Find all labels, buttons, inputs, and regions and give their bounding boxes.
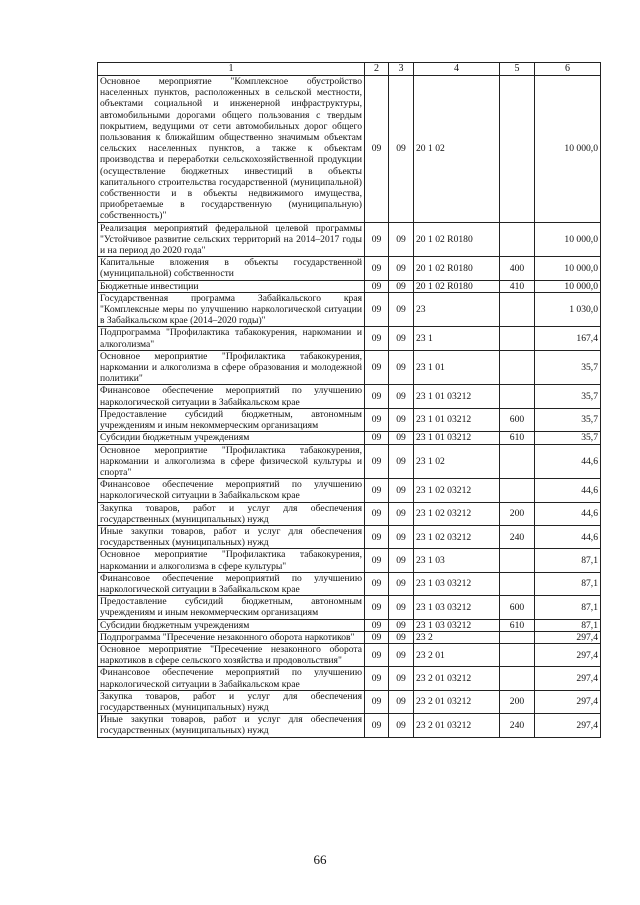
row-section-cell: 09 bbox=[365, 549, 389, 572]
row-section-cell: 09 bbox=[365, 502, 389, 525]
row-section-cell: 09 bbox=[365, 619, 389, 631]
table-row bbox=[98, 619, 601, 631]
row-subsection-cell: 09 bbox=[389, 667, 414, 690]
row-subsection-cell: 09 bbox=[389, 502, 414, 525]
row-section-cell: 09 bbox=[365, 385, 389, 408]
row-name-cell: Основное мероприятие "Комплексное обустройство населенных пунктов, расположенных в сельской местности, объектами социальной и инженерной инфраструктуры, автомобильными дорогами общего пользования с твердым покрытием, ведущими от сети автомобильных дорог общего пользования к ближайшим общественно значимым объектам сельских населенных пунктов, а также к объектам производства и переработки сельскохозяйственной продукции (осуществление бюджетных инвестиций в объекты капитального строительства государственной (муниципальной) собственности и в объекты недвижимого имущества, приобретаемые в государственную (муниципальную) собственность)" bbox=[98, 76, 365, 223]
table-row bbox=[98, 444, 601, 479]
row-target-code-cell: 23 1 01 03212 bbox=[414, 385, 500, 408]
row-expense-type-cell: 240 bbox=[500, 714, 535, 737]
table-row bbox=[98, 525, 601, 548]
row-target-code-cell: 23 1 02 03212 bbox=[414, 502, 500, 525]
row-subsection-cell: 09 bbox=[389, 643, 414, 666]
row-amount-cell: 44,6 bbox=[535, 479, 601, 502]
row-section-cell: 09 bbox=[365, 444, 389, 479]
row-expense-type-cell: 240 bbox=[500, 525, 535, 548]
row-amount-cell: 87,1 bbox=[535, 549, 601, 572]
row-expense-type-cell: 410 bbox=[500, 280, 535, 292]
row-target-code-cell: 23 bbox=[414, 292, 500, 327]
row-name-cell: Основное мероприятие "Профилактика табакокурения, наркомании и алкоголизма в сфере образования и молодежной политики" bbox=[98, 350, 365, 385]
row-expense-type-cell bbox=[500, 327, 535, 350]
row-subsection-cell: 09 bbox=[389, 280, 414, 292]
row-name-cell: Предоставление субсидий бюджетным, автономным учреждениям и иным некоммерческим организациям bbox=[98, 596, 365, 619]
table-row bbox=[98, 327, 601, 350]
row-subsection-cell: 09 bbox=[389, 714, 414, 737]
table-row bbox=[98, 76, 601, 223]
row-amount-cell: 167,4 bbox=[535, 327, 601, 350]
row-target-code-cell: 23 1 03 03212 bbox=[414, 596, 500, 619]
row-expense-type-cell bbox=[500, 222, 535, 257]
table-row bbox=[98, 502, 601, 525]
row-subsection-cell: 09 bbox=[389, 444, 414, 479]
row-name-cell: Подпрограмма "Профилактика табакокурения, наркомании и алкоголизма" bbox=[98, 327, 365, 350]
row-expense-type-cell: 200 bbox=[500, 690, 535, 713]
row-amount-cell: 87,1 bbox=[535, 572, 601, 595]
row-amount-cell: 87,1 bbox=[535, 596, 601, 619]
row-expense-type-cell bbox=[500, 631, 535, 643]
row-subsection-cell: 09 bbox=[389, 619, 414, 631]
column-header: 4 bbox=[414, 63, 500, 76]
row-name-cell: Подпрограмма "Пресечение незаконного оборота наркотиков" bbox=[98, 631, 365, 643]
row-expense-type-cell bbox=[500, 350, 535, 385]
row-amount-cell: 10 000,0 bbox=[535, 222, 601, 257]
row-target-code-cell: 23 1 01 bbox=[414, 350, 500, 385]
row-amount-cell: 35,7 bbox=[535, 385, 601, 408]
row-subsection-cell: 09 bbox=[389, 432, 414, 444]
row-expense-type-cell: 200 bbox=[500, 502, 535, 525]
table-row bbox=[98, 222, 601, 257]
row-target-code-cell: 23 2 01 03212 bbox=[414, 714, 500, 737]
column-header: 3 bbox=[389, 63, 414, 76]
table-row bbox=[98, 292, 601, 327]
column-header: 5 bbox=[500, 63, 535, 76]
row-subsection-cell: 09 bbox=[389, 549, 414, 572]
table-row bbox=[98, 714, 601, 737]
row-subsection-cell: 09 bbox=[389, 572, 414, 595]
row-expense-type-cell: 610 bbox=[500, 432, 535, 444]
column-header: 2 bbox=[365, 63, 389, 76]
row-expense-type-cell: 400 bbox=[500, 257, 535, 280]
row-subsection-cell: 09 bbox=[389, 350, 414, 385]
row-expense-type-cell: 610 bbox=[500, 619, 535, 631]
row-name-cell: Основное мероприятие "Профилактика табакокурения, наркомании и алкоголизма в сфере физической культуры и спорта" bbox=[98, 444, 365, 479]
row-name-cell: Реализация мероприятий федеральной целевой программы "Устойчивое развитие сельских территорий на 2014–2017 годы и на период до 2020 года" bbox=[98, 222, 365, 257]
row-subsection-cell: 09 bbox=[389, 257, 414, 280]
row-name-cell: Иные закупки товаров, работ и услуг для обеспечения государственных (муниципальных) нужд bbox=[98, 525, 365, 548]
column-header: 1 bbox=[98, 63, 365, 76]
row-target-code-cell: 23 1 03 bbox=[414, 549, 500, 572]
row-expense-type-cell bbox=[500, 667, 535, 690]
row-name-cell: Капитальные вложения в объекты государственной (муниципальной) собственности bbox=[98, 257, 365, 280]
table-row bbox=[98, 643, 601, 666]
row-amount-cell: 44,6 bbox=[535, 502, 601, 525]
row-name-cell: Иные закупки товаров, работ и услуг для обеспечения государственных (муниципальных) нужд bbox=[98, 714, 365, 737]
row-name-cell: Финансовое обеспечение мероприятий по улучшению наркологической ситуации в Забайкальском крае bbox=[98, 479, 365, 502]
table-row bbox=[98, 385, 601, 408]
row-amount-cell: 297,4 bbox=[535, 690, 601, 713]
row-amount-cell: 297,4 bbox=[535, 667, 601, 690]
row-subsection-cell: 09 bbox=[389, 327, 414, 350]
table-body bbox=[98, 76, 601, 738]
table-row bbox=[98, 596, 601, 619]
row-target-code-cell: 20 1 02 R0180 bbox=[414, 222, 500, 257]
row-section-cell: 09 bbox=[365, 572, 389, 595]
row-subsection-cell: 09 bbox=[389, 408, 414, 431]
page-number: 66 bbox=[313, 852, 327, 867]
table-row bbox=[98, 408, 601, 431]
row-amount-cell: 35,7 bbox=[535, 350, 601, 385]
row-section-cell: 09 bbox=[365, 222, 389, 257]
row-name-cell: Основное мероприятие "Пресечение незаконного оборота наркотиков в сфере сельского хозяйства и продовольствия" bbox=[98, 643, 365, 666]
row-amount-cell: 10 000,0 bbox=[535, 257, 601, 280]
table-row bbox=[98, 667, 601, 690]
row-amount-cell: 297,4 bbox=[535, 631, 601, 643]
row-amount-cell: 297,4 bbox=[535, 714, 601, 737]
row-name-cell: Закупка товаров, работ и услуг для обеспечения государственных (муниципальных) нужд bbox=[98, 502, 365, 525]
row-target-code-cell: 23 2 01 03212 bbox=[414, 690, 500, 713]
row-expense-type-cell bbox=[500, 572, 535, 595]
row-amount-cell: 44,6 bbox=[535, 444, 601, 479]
table-row bbox=[98, 549, 601, 572]
row-section-cell: 09 bbox=[365, 408, 389, 431]
row-expense-type-cell: 600 bbox=[500, 408, 535, 431]
table-row bbox=[98, 432, 601, 444]
row-section-cell: 09 bbox=[365, 327, 389, 350]
row-name-cell: Финансовое обеспечение мероприятий по улучшению наркологической ситуации в Забайкальском крае bbox=[98, 385, 365, 408]
row-section-cell: 09 bbox=[365, 596, 389, 619]
row-expense-type-cell: 600 bbox=[500, 596, 535, 619]
row-subsection-cell: 09 bbox=[389, 525, 414, 548]
row-name-cell: Закупка товаров, работ и услуг для обеспечения государственных (муниципальных) нужд bbox=[98, 690, 365, 713]
table-row bbox=[98, 350, 601, 385]
row-section-cell: 09 bbox=[365, 525, 389, 548]
row-target-code-cell: 23 2 01 bbox=[414, 643, 500, 666]
budget-table bbox=[97, 62, 601, 738]
row-section-cell: 09 bbox=[365, 479, 389, 502]
row-target-code-cell: 23 1 03 03212 bbox=[414, 572, 500, 595]
row-section-cell: 09 bbox=[365, 280, 389, 292]
row-name-cell: Финансовое обеспечение мероприятий по улучшению наркологической ситуации в Забайкальском крае bbox=[98, 667, 365, 690]
row-section-cell: 09 bbox=[365, 432, 389, 444]
row-amount-cell: 1 030,0 bbox=[535, 292, 601, 327]
row-expense-type-cell bbox=[500, 549, 535, 572]
row-subsection-cell: 09 bbox=[389, 385, 414, 408]
row-expense-type-cell bbox=[500, 444, 535, 479]
row-subsection-cell: 09 bbox=[389, 596, 414, 619]
column-header: 6 bbox=[535, 63, 601, 76]
row-subsection-cell: 09 bbox=[389, 479, 414, 502]
row-expense-type-cell bbox=[500, 643, 535, 666]
row-section-cell: 09 bbox=[365, 292, 389, 327]
table-row bbox=[98, 572, 601, 595]
row-target-code-cell: 23 2 bbox=[414, 631, 500, 643]
row-expense-type-cell bbox=[500, 385, 535, 408]
row-section-cell: 09 bbox=[365, 667, 389, 690]
row-subsection-cell: 09 bbox=[389, 690, 414, 713]
row-amount-cell: 35,7 bbox=[535, 408, 601, 431]
row-section-cell: 09 bbox=[365, 643, 389, 666]
row-section-cell: 09 bbox=[365, 257, 389, 280]
row-target-code-cell: 23 1 02 03212 bbox=[414, 525, 500, 548]
row-target-code-cell: 20 1 02 bbox=[414, 76, 500, 223]
row-name-cell: Бюджетные инвестиции bbox=[98, 280, 365, 292]
row-subsection-cell: 09 bbox=[389, 222, 414, 257]
row-target-code-cell: 23 1 02 bbox=[414, 444, 500, 479]
row-target-code-cell: 23 2 01 03212 bbox=[414, 667, 500, 690]
row-name-cell: Основное мероприятие "Профилактика табакокурения, наркомании и алкоголизма в сфере культуры" bbox=[98, 549, 365, 572]
table-row bbox=[98, 631, 601, 643]
row-name-cell: Субсидии бюджетным учреждениям bbox=[98, 432, 365, 444]
row-amount-cell: 297,4 bbox=[535, 643, 601, 666]
row-subsection-cell: 09 bbox=[389, 76, 414, 223]
row-subsection-cell: 09 bbox=[389, 631, 414, 643]
row-subsection-cell: 09 bbox=[389, 292, 414, 327]
row-target-code-cell: 20 1 02 R0180 bbox=[414, 257, 500, 280]
table-header-row bbox=[98, 63, 601, 76]
row-target-code-cell: 23 1 03 03212 bbox=[414, 619, 500, 631]
row-target-code-cell: 20 1 02 R0180 bbox=[414, 280, 500, 292]
table-row bbox=[98, 479, 601, 502]
row-section-cell: 09 bbox=[365, 690, 389, 713]
row-target-code-cell: 23 1 01 03212 bbox=[414, 432, 500, 444]
row-section-cell: 09 bbox=[365, 76, 389, 223]
row-amount-cell: 35,7 bbox=[535, 432, 601, 444]
row-section-cell: 09 bbox=[365, 714, 389, 737]
row-expense-type-cell bbox=[500, 76, 535, 223]
row-section-cell: 09 bbox=[365, 631, 389, 643]
row-name-cell: Государственная программа Забайкальского края "Комплексные меры по улучшению наркологической ситуации в Забайкальском крае (2014–2020 годы)" bbox=[98, 292, 365, 327]
row-section-cell: 09 bbox=[365, 350, 389, 385]
row-expense-type-cell bbox=[500, 479, 535, 502]
row-name-cell: Субсидии бюджетным учреждениям bbox=[98, 619, 365, 631]
row-amount-cell: 10 000,0 bbox=[535, 280, 601, 292]
row-expense-type-cell bbox=[500, 292, 535, 327]
row-name-cell: Финансовое обеспечение мероприятий по улучшению наркологической ситуации в Забайкальском крае bbox=[98, 572, 365, 595]
row-amount-cell: 44,6 bbox=[535, 525, 601, 548]
table-row bbox=[98, 690, 601, 713]
row-target-code-cell: 23 1 02 03212 bbox=[414, 479, 500, 502]
table-row bbox=[98, 280, 601, 292]
row-amount-cell: 87,1 bbox=[535, 619, 601, 631]
row-amount-cell: 10 000,0 bbox=[535, 76, 601, 223]
row-name-cell: Предоставление субсидий бюджетным, автономным учреждениям и иным некоммерческим организациям bbox=[98, 408, 365, 431]
table-row bbox=[98, 257, 601, 280]
row-target-code-cell: 23 1 01 03212 bbox=[414, 408, 500, 431]
row-target-code-cell: 23 1 bbox=[414, 327, 500, 350]
